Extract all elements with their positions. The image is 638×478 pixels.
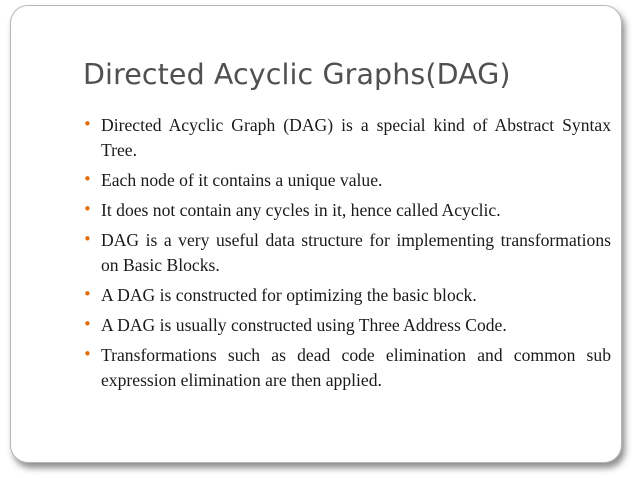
bullet-text: DAG is a very useful data structure for implementing transformations on Basic Blocks.: [101, 230, 611, 275]
bullet-item: [83, 343, 611, 393]
bullet-icon: •: [83, 170, 92, 188]
bullet-icon: •: [83, 230, 92, 248]
bullet-item: [83, 168, 611, 193]
bullet-text: A DAG is constructed for optimizing the basic block.: [101, 285, 477, 305]
bullet-text: A DAG is usually constructed using Three Address Code.: [101, 315, 507, 335]
slide-frame: [10, 5, 622, 463]
bullet-item: [83, 228, 611, 278]
bullet-list: [83, 113, 611, 398]
bullet-text: Transformations such as dead code elimination and common sub expression elimination are then applied.: [101, 345, 611, 390]
bullet-text: Each node of it contains a unique value.: [101, 170, 383, 190]
bullet-item: [83, 313, 611, 338]
bullet-item: [83, 113, 611, 163]
bullet-text: Directed Acyclic Graph (DAG) is a special kind of Abstract Syntax Tree.: [101, 115, 611, 160]
slide-title: Directed Acyclic Graphs(DAG): [83, 58, 511, 91]
bullet-icon: •: [83, 115, 92, 133]
bullet-icon: •: [83, 345, 92, 363]
bullet-item: [83, 198, 611, 223]
bullet-icon: •: [83, 285, 92, 303]
bullet-text: It does not contain any cycles in it, hence called Acyclic.: [101, 200, 501, 220]
bullet-icon: •: [83, 200, 92, 218]
bullet-item: [83, 283, 611, 308]
bullet-icon: •: [83, 315, 92, 333]
